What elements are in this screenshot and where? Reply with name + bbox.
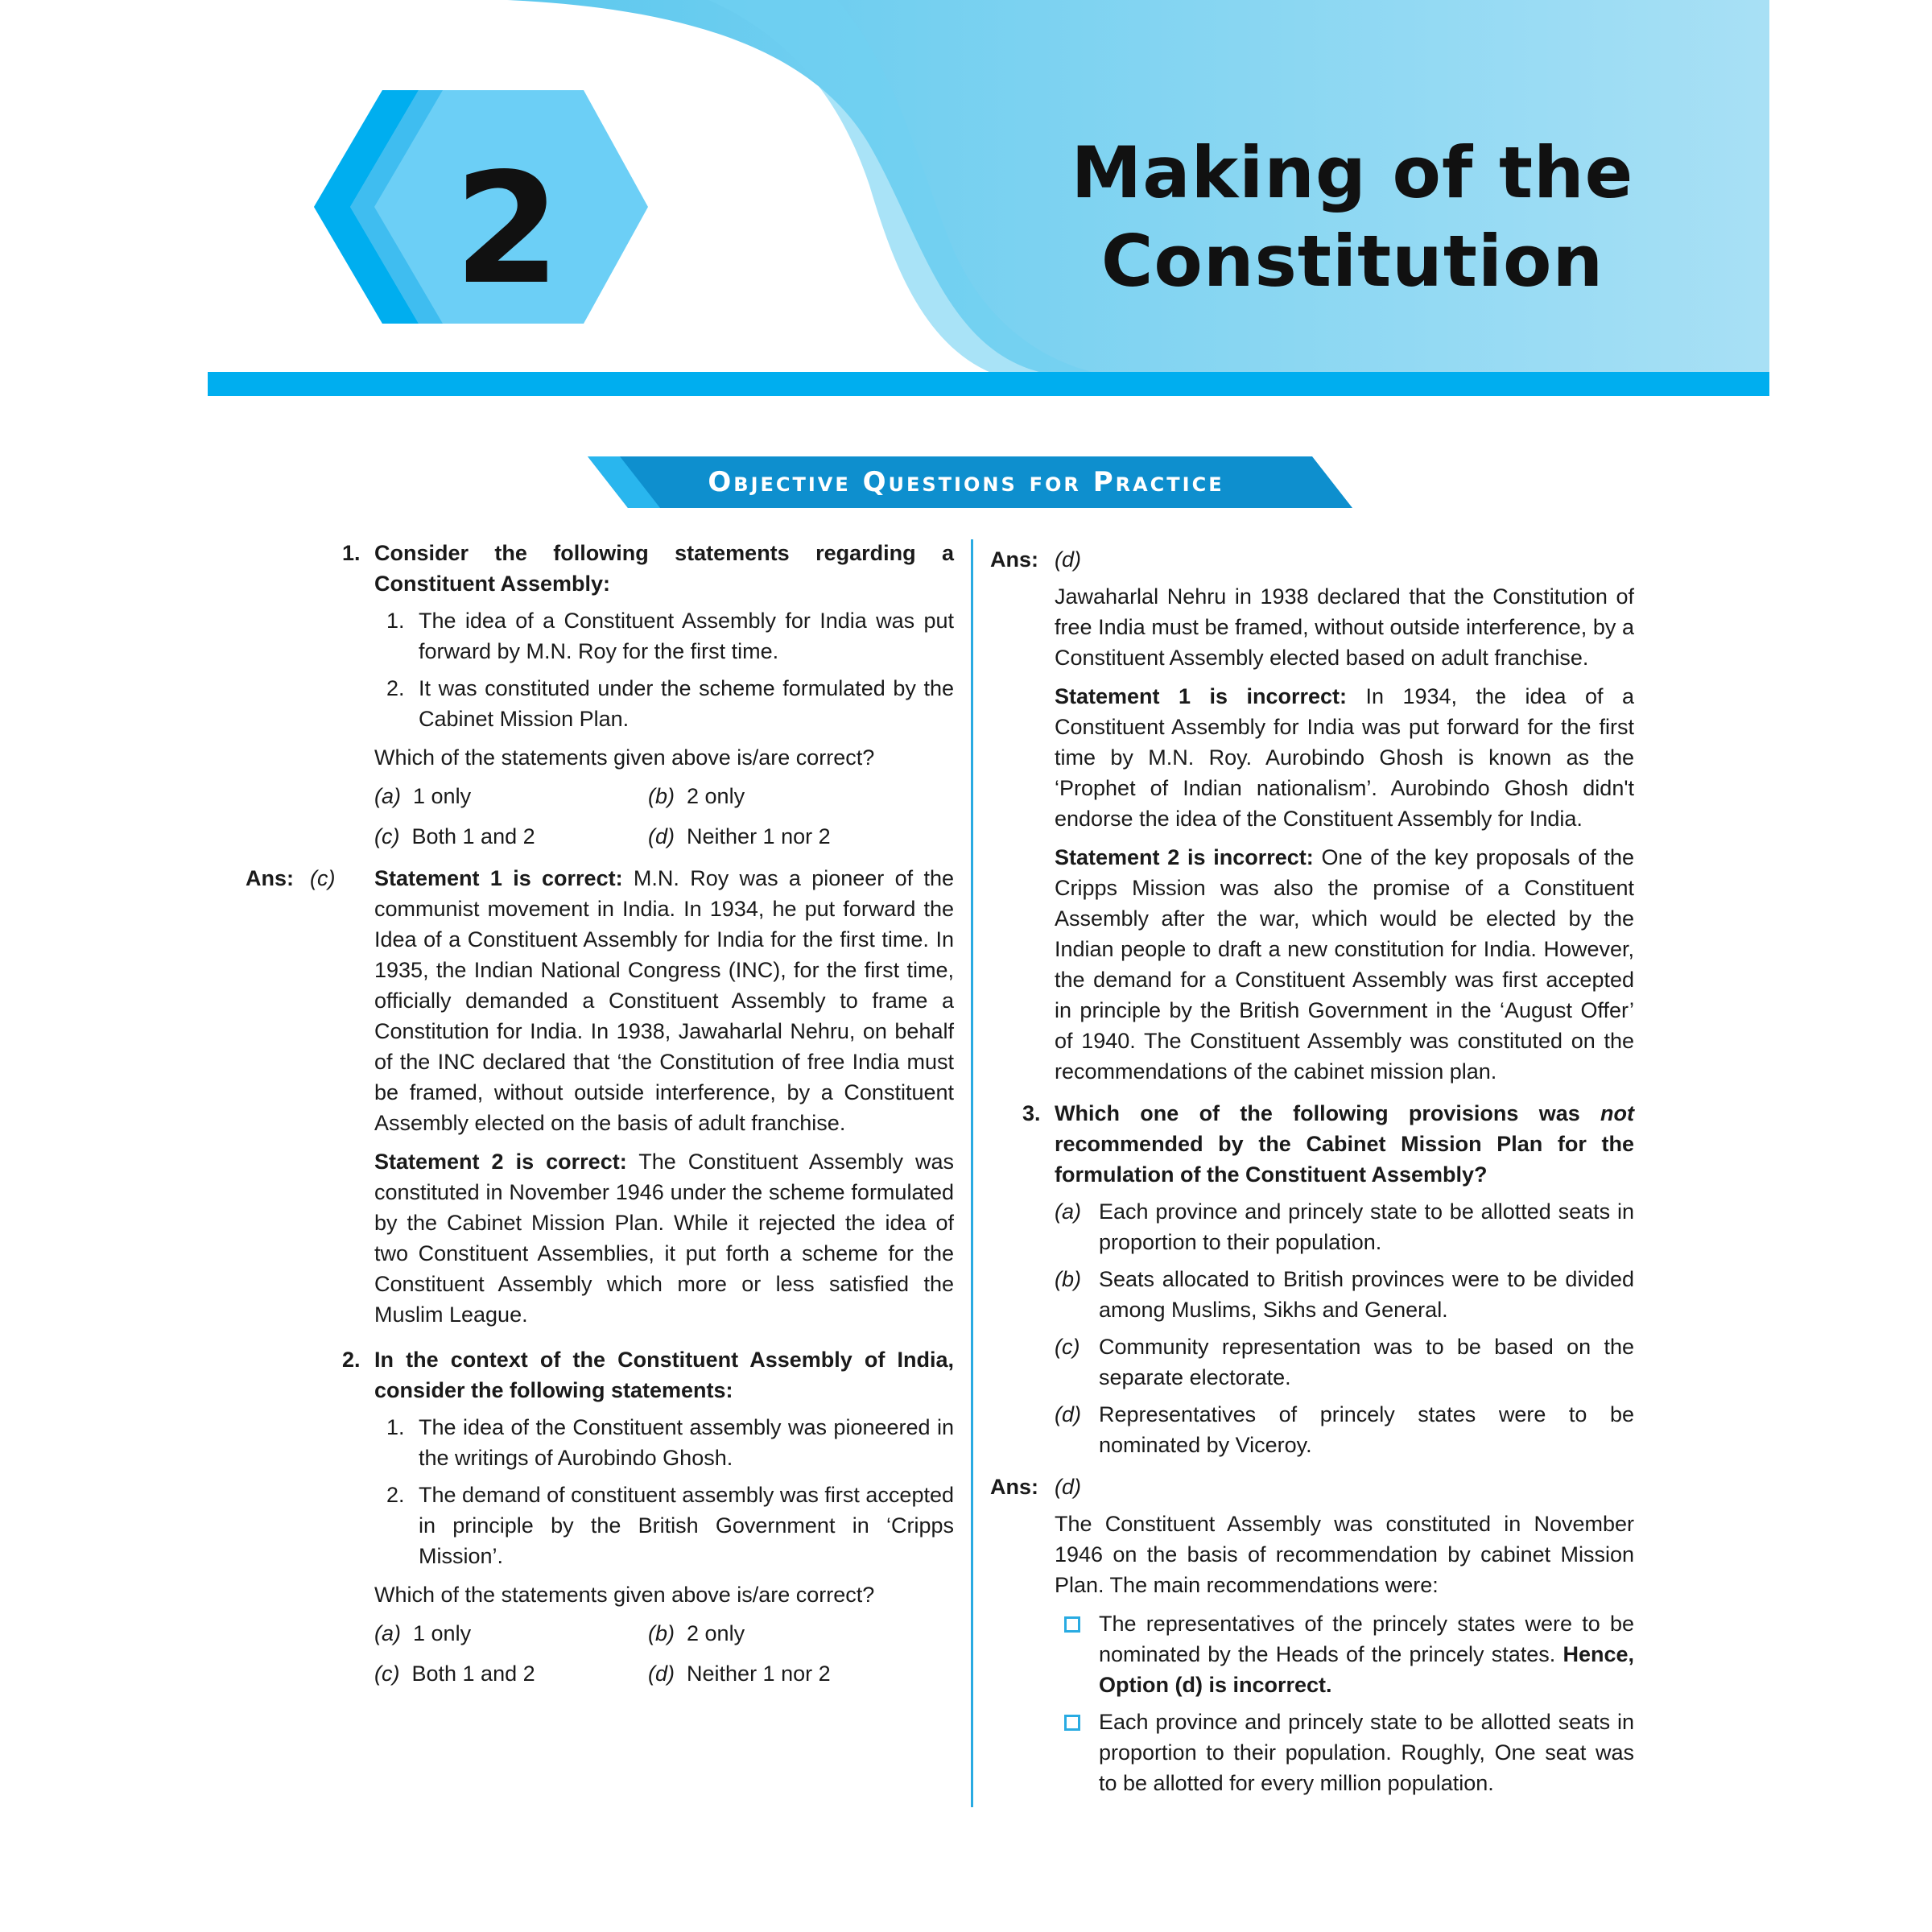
right-column [990, 538, 1634, 1805]
checkbox-bullet-icon [1064, 1715, 1080, 1731]
statement-number: 1. [386, 609, 405, 633]
option-label: (c) [1055, 1335, 1080, 1359]
question-3 [990, 1098, 1634, 1190]
statement-item [310, 605, 954, 667]
option-label: (b) [1055, 1267, 1081, 1291]
option-d [648, 821, 922, 852]
option-label: (d) [1055, 1402, 1081, 1426]
chapter-title [1046, 129, 1658, 306]
explanation-paragraph [310, 863, 954, 1138]
explanation-heading: Statement 1 is incorrect: [1055, 684, 1347, 708]
option-label: (d) [648, 1662, 675, 1686]
option-label: (c) [374, 1662, 400, 1686]
option-label: (a) [1055, 1199, 1081, 1224]
question-2 [310, 1344, 954, 1406]
options-grid [310, 781, 954, 852]
option-a [990, 1196, 1634, 1257]
question-text-emphasis: not [1600, 1101, 1634, 1125]
bullet-text: Each province and princely state to be allotted seats in proportion to their population. Roughly, One seat was to be allotted for every million population. [1099, 1710, 1634, 1795]
explanation-paragraph [990, 842, 1634, 1087]
option-text: Neither 1 nor 2 [687, 1662, 831, 1686]
explanation-intro: Jawaharlal Nehru in 1938 declared that the Constitution of free India must be framed, without outside interference, by a Constituent Assembly elected based on adult franchise. [1055, 584, 1634, 670]
bullet-emphasis: Hence, Option (d) is incorrect. [1099, 1642, 1634, 1697]
option-d [648, 1658, 922, 1689]
chapter-title-line-1: Making of the [1071, 131, 1634, 214]
question-number: 2. [342, 1348, 361, 1372]
question-text [1055, 1098, 1634, 1190]
section-banner-title: Objective Questions for Practice [708, 466, 1224, 498]
answer-line [990, 1472, 1634, 1502]
option-label: (a) [374, 1621, 401, 1645]
explanation-text: The Constituent Assembly was constituted in November 1946 under the scheme formulated by the Cabinet Mission Plan. While it rejected the idea of two Constituent Assemblies, it put forth a scheme for the Constituent Assembly which more or less satisfied the Muslim League. [374, 1150, 954, 1327]
option-text: Community representation was to be based on the separate electorate. [1099, 1335, 1634, 1389]
option-b [990, 1264, 1634, 1325]
bullet-item [990, 1608, 1634, 1700]
option-text: Neither 1 nor 2 [687, 824, 831, 848]
question-1 [310, 538, 954, 599]
statement-text: The demand of constituent assembly was first accepted in principle by the British Government in ‘Cripps Mission’. [419, 1483, 954, 1568]
option-text: Both 1 and 2 [411, 824, 535, 848]
explanation-intro: The Constituent Assembly was constituted in November 1946 on the basis of recommendation by cabinet Mission Plan. The main recommendations were: [1055, 1512, 1634, 1597]
question-text-part: recommended by the Cabinet Mission Plan for the formulation of the Constituent Assembly? [1055, 1132, 1634, 1187]
answer-label: Ans: [990, 547, 1038, 572]
statement-text: The idea of the Constituent assembly was pioneered in the writings of Aurobindo Ghosh. [419, 1415, 954, 1470]
option-text: Each province and princely state to be allotted seats in proportion to their population. [1099, 1199, 1634, 1254]
option-label: (b) [648, 784, 675, 808]
statement-number: 2. [386, 676, 405, 700]
statement-text: The idea of a Constituent Assembly for India was put forward by M.N. Roy for the first time. [419, 609, 954, 663]
option-label: (a) [374, 784, 401, 808]
answer-value: (c) [310, 866, 336, 890]
option-c [990, 1331, 1634, 1393]
answer-value: (d) [1055, 547, 1081, 572]
answer-label: Ans: [990, 1475, 1038, 1499]
question-prompt: Which of the statements given above is/are correct? [374, 745, 875, 770]
question-prompt: Which of the statements given above is/are correct? [374, 1583, 875, 1607]
question-number: 1. [342, 541, 361, 565]
explanation-heading: Statement 2 is incorrect: [1055, 845, 1314, 869]
options-grid [310, 1618, 954, 1689]
option-label: (b) [648, 1621, 675, 1645]
option-text: 2 only [687, 1621, 745, 1645]
question-text: In the context of the Constituent Assembly of India, consider the following statements: [374, 1348, 954, 1402]
explanation-heading: Statement 2 is correct: [374, 1150, 627, 1174]
option-a [374, 1618, 648, 1649]
statement-item [310, 1412, 954, 1473]
option-label: (d) [648, 824, 675, 848]
statement-number: 1. [386, 1415, 405, 1439]
option-text: Both 1 and 2 [411, 1662, 535, 1686]
explanation-heading: Statement 1 is correct: [374, 866, 623, 890]
explanation-paragraph [310, 1146, 954, 1330]
option-text: 1 only [413, 784, 472, 808]
option-c [374, 821, 648, 852]
explanation-text: One of the key proposals of the Cripps Mission was also the promise of a Constituent Assembly after the war, which would be elected by the Indian people to draft a new constitution for India. However, the demand for a Constituent Assembly was first accepted in principle by the British Government in the ‘August Offer’ of 1940. The Constituent Assembly was constituted on the recommendations of the cabinet mission plan. [1055, 845, 1634, 1084]
explanation-text: In 1934, the idea of a Constituent Assembly for India was put forward for the first time by M.N. Roy. Aurobindo Ghosh is known as the ‘Prophet of Indian nationalism’. Aurobindo Ghosh didn't endorse the idea of the Constituent Assembly for India. [1055, 684, 1634, 831]
bullet-item [990, 1707, 1634, 1798]
bullet-text: The representatives of the princely states were to be nominated by the Heads of the princely states. [1099, 1612, 1634, 1666]
option-text: 2 only [687, 784, 745, 808]
answer-label: Ans: [246, 866, 294, 890]
checkbox-bullet-icon [1064, 1616, 1080, 1633]
statement-item [310, 673, 954, 734]
option-text: Representatives of princely states were to be nominated by Viceroy. [1099, 1402, 1634, 1457]
explanation-paragraph [990, 681, 1634, 834]
option-b [648, 1618, 922, 1649]
chapter-title-line-2: Constitution [1100, 220, 1604, 303]
left-column [246, 538, 955, 1700]
statement-number: 2. [386, 1483, 405, 1507]
question-text-part: Which one of the following provisions was [1055, 1101, 1601, 1125]
option-d [990, 1399, 1634, 1460]
explanation-text: M.N. Roy was a pioneer of the communist movement in India. In 1934, he put forward the Idea of a Constituent Assembly for India for the first time. In 1935, the Indian National Congress (INC), for the first time, officially demanded a Constituent Assembly to frame a Constitution for India. In 1938, Jawaharlal Nehru, on behalf of the INC declared that ‘the Constitution of free India must be framed, without outside interference, by a Constituent Assembly elected on the basis of adult franchise. [374, 866, 955, 1135]
statement-text: It was constituted under the scheme formulated by the Cabinet Mission Plan. [419, 676, 954, 731]
statement-item [310, 1480, 954, 1571]
option-a [374, 781, 648, 811]
option-b [648, 781, 922, 811]
column-divider [971, 539, 973, 1807]
option-c [374, 1658, 648, 1689]
option-text: Seats allocated to British provinces were to be divided among Muslims, Sikhs and General. [1099, 1267, 1634, 1322]
question-text: Consider the following statements regarding a Constituent Assembly: [374, 541, 954, 596]
answer-line [990, 544, 1634, 575]
question-number: 3. [1022, 1101, 1041, 1125]
answer-value: (d) [1055, 1475, 1081, 1499]
option-label: (c) [374, 824, 400, 848]
option-text: 1 only [413, 1621, 472, 1645]
chapter-number: 2 [453, 140, 561, 318]
